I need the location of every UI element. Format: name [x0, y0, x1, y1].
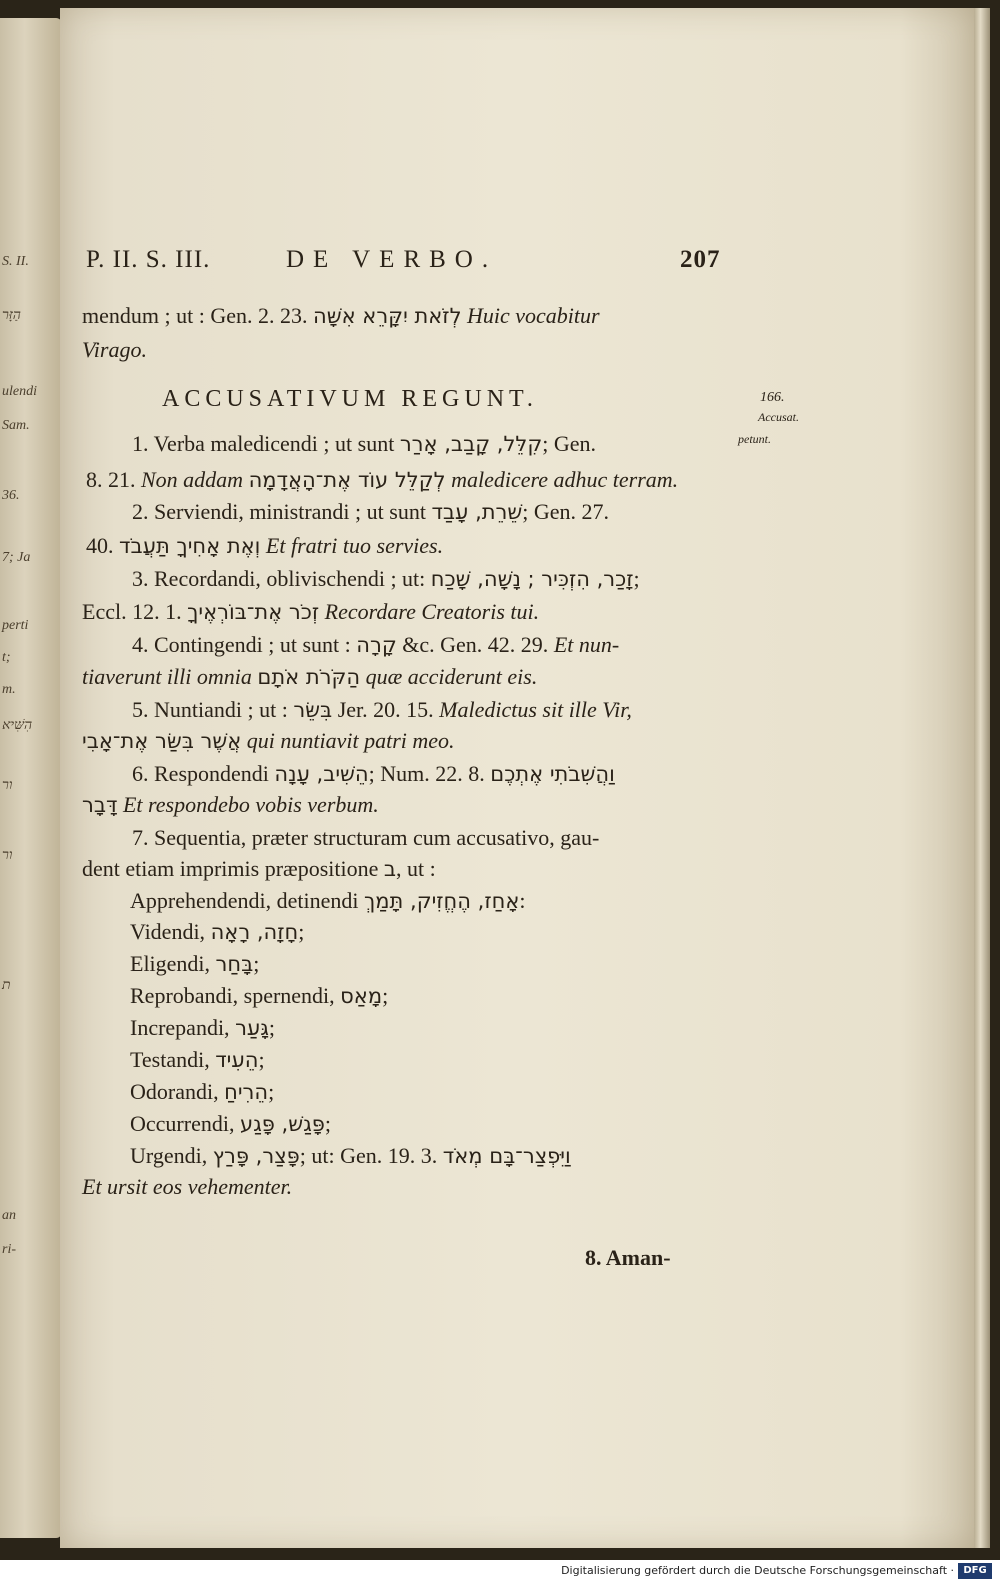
text-run: 1. Verba maledicendi ; ut sunt: [132, 431, 395, 456]
text-line: [86, 467, 678, 493]
italic-text: qui nuntiavit patri meo.: [246, 728, 455, 753]
hebrew-text: קָרָה: [356, 633, 397, 657]
hebrew-text: זְכֹר אֶת־בּוֹרְאֶיךָ: [187, 600, 320, 624]
hebrew-text: וְאֶת אָחִיךָ תַּעֲבֹד: [119, 534, 261, 558]
text-run: 6. Respondendi: [132, 761, 269, 786]
text-run: Increpandi,: [130, 1015, 230, 1040]
italic-text: Non addam: [141, 467, 244, 492]
text-line: [130, 1079, 274, 1105]
margin-number: 166.: [760, 390, 785, 405]
text-run: ;: [633, 566, 640, 591]
italic-text: maledicere adhuc terram.: [451, 467, 679, 492]
text-line: [86, 533, 443, 559]
text-line: [132, 566, 640, 592]
italic-text: Huic vocabitur: [467, 303, 600, 328]
text-run: Eccl. 12. 1.: [82, 599, 182, 624]
text-line: [130, 1143, 571, 1169]
text-run: ; Gen.: [542, 431, 596, 456]
text-run: 40.: [86, 533, 114, 558]
text-run: Occurrendi,: [130, 1111, 235, 1136]
prev-page-fragment: ור: [2, 778, 13, 793]
hebrew-text: הֵעִיד: [215, 1048, 259, 1072]
hebrew-text: אֲשֶׁר בִּשַּׂר אֶת־אָבִי: [82, 729, 242, 753]
hebrew-text: הַקֹּרֹת אֹתָם: [257, 665, 361, 689]
text-run: ;: [268, 1015, 276, 1040]
italic-text: Maledictus sit ille Vir,: [439, 697, 632, 722]
text-line: [130, 1047, 265, 1073]
text-line: [132, 431, 596, 457]
text-run: Videndi,: [130, 919, 206, 944]
prev-page-fragment: 7; Ja: [2, 550, 31, 565]
page-number: 207: [680, 246, 721, 273]
hebrew-text: בָּחַר: [215, 952, 254, 976]
text-run: Urgendi,: [130, 1143, 208, 1168]
text-line: [130, 1111, 331, 1137]
hebrew-text: פָּגַשׁ, פָּגַע: [239, 1112, 325, 1136]
text-run: Reprobandi, spernendi,: [130, 983, 335, 1008]
text-run: mendum ; ut : Gen. 2. 23.: [82, 303, 308, 328]
hebrew-text: דָּבָר: [82, 793, 118, 817]
hebrew-text: לְזֹאת יִקָּרֵא אִשָּׁה: [312, 304, 462, 328]
running-head-title: DE VERBO.: [286, 246, 498, 273]
text-run: Odorandi,: [130, 1079, 219, 1104]
running-head-section: P. II. S. III.: [86, 246, 211, 273]
text-run: &c. Gen. 42. 29.: [402, 632, 549, 657]
text-line: 7. Sequentia, præter structuram cum accusativo, gau-: [132, 825, 600, 850]
catchword: 8. Aman-: [585, 1245, 671, 1270]
text-run: :: [519, 888, 526, 913]
prev-page-fragment: ת: [2, 978, 11, 993]
hebrew-text: מָאַס: [340, 984, 383, 1008]
text-run: 8. 21.: [86, 467, 136, 492]
text-line: [82, 664, 537, 690]
text-line: [82, 792, 379, 818]
text-line: [82, 303, 600, 329]
hebrew-text: הֵרִיחַ: [224, 1080, 269, 1104]
text-line: [132, 761, 615, 787]
prev-page-fragment: ri-: [2, 1242, 16, 1257]
text-run: , ut :: [396, 856, 436, 881]
text-line: [130, 951, 259, 977]
hebrew-text: קִלֵּל, קָבַב, אָרַר: [399, 432, 543, 456]
text-run: ;: [253, 951, 260, 976]
text-line: [132, 499, 609, 525]
text-run: dent etiam imprimis præpositione: [82, 856, 379, 881]
text-run: 2. Serviendi, ministrandi ; ut sunt: [132, 499, 426, 524]
text-run: Apprehendendi, detinendi: [130, 888, 359, 913]
prev-page-fragment: an: [2, 1208, 16, 1223]
dfg-logo: DFG: [958, 1563, 992, 1579]
text-run: ;: [324, 1111, 331, 1136]
prev-page-fragment: הַזָּר: [2, 308, 21, 323]
prev-page-fragment: perti: [2, 618, 29, 633]
prev-page-fragment: הִשִּׁיא: [2, 718, 33, 733]
text-line: [82, 856, 436, 882]
text-run: 3. Recordandi, oblivischendi ; ut:: [132, 566, 426, 591]
prev-page-fragment: S. II.: [2, 254, 29, 269]
hebrew-text: זָכַר, הִזְכִּיר ; נָשָׁה, שָׁכַח: [430, 567, 634, 591]
italic-text: tiaverunt illi omnia: [82, 664, 252, 689]
hebrew-text: הֵשִׁיב, עָנָה: [274, 762, 369, 786]
text-line: [130, 888, 526, 914]
prev-page-fragment: 36.: [2, 488, 20, 503]
hebrew-text: וַיִּפְצַר־בָּם מְאֹד: [442, 1144, 571, 1168]
italic-text: Et fratri tuo servies.: [265, 533, 444, 558]
text-line: [130, 1015, 275, 1041]
funding-notice: Digitalisierung gefördert durch die Deutsche Forschungsgemeinschaft ·: [561, 1564, 954, 1577]
hebrew-text: ב: [383, 857, 396, 881]
page-edge: [974, 8, 990, 1548]
text-run: ;: [268, 1079, 275, 1104]
text-run: ;: [382, 983, 389, 1008]
margin-label: Accusat.: [758, 410, 799, 424]
text-line: [132, 632, 619, 658]
text-run: Jer. 20. 15.: [337, 697, 434, 722]
hebrew-text: פָּצַר, פָּרַץ: [212, 1144, 300, 1168]
text-line: [132, 697, 632, 723]
hebrew-text: אָחַז, הֶחֱזִיק, תָּמַךְ: [364, 889, 520, 913]
footer-bar: [0, 1560, 1000, 1584]
text-line: Virago.: [82, 337, 147, 362]
text-run: ; ut: Gen. 19. 3.: [299, 1143, 438, 1168]
text-line: Et ursit eos vehementer.: [82, 1174, 293, 1199]
prev-page-fragment: Sam.: [2, 418, 30, 433]
hebrew-text: חָזָה, רָאָה: [210, 920, 299, 944]
italic-text: Et nun-: [553, 632, 620, 657]
prev-page-fragment: m.: [2, 682, 16, 697]
hebrew-text: לְקַלֵּל עוֹד אֶת־הָאֲדָמָה: [248, 468, 446, 492]
section-title: ACCUSATIVUM REGUNT.: [162, 386, 538, 412]
margin-label: petunt.: [738, 432, 771, 446]
prev-page-fragment: ור: [2, 848, 13, 863]
italic-text: Et respondebo vobis verbum.: [122, 792, 379, 817]
text-line: [82, 599, 539, 625]
text-run: ;: [258, 1047, 265, 1072]
prev-page-fragment: ulendi: [2, 384, 37, 399]
text-run: ; Gen. 27.: [522, 499, 610, 524]
hebrew-text: וַהֲשִׁבֹתִי אֶתְכֶם: [490, 762, 615, 786]
text-run: ;: [298, 919, 305, 944]
text-line: [130, 919, 304, 945]
text-run: 4. Contingendi ; ut sunt :: [132, 632, 351, 657]
hebrew-text: גָּעַר: [235, 1016, 269, 1040]
hebrew-text: שֵׁרֵת, עָבַד: [431, 500, 523, 524]
text-run: ; Num. 22. 8.: [368, 761, 485, 786]
text-line: [82, 728, 455, 754]
text-run: Testandi,: [130, 1047, 210, 1072]
italic-text: quæ acciderunt eis.: [365, 664, 538, 689]
text-line: [130, 983, 388, 1009]
italic-text: Recordare Creatoris tui.: [324, 599, 540, 624]
hebrew-text: בִּשֵּׂר: [293, 698, 333, 722]
text-run: Eligendi,: [130, 951, 211, 976]
text-run: 5. Nuntiandi ; ut :: [132, 697, 288, 722]
prev-page-fragment: t;: [2, 650, 11, 665]
previous-page-edge: [0, 18, 62, 1538]
